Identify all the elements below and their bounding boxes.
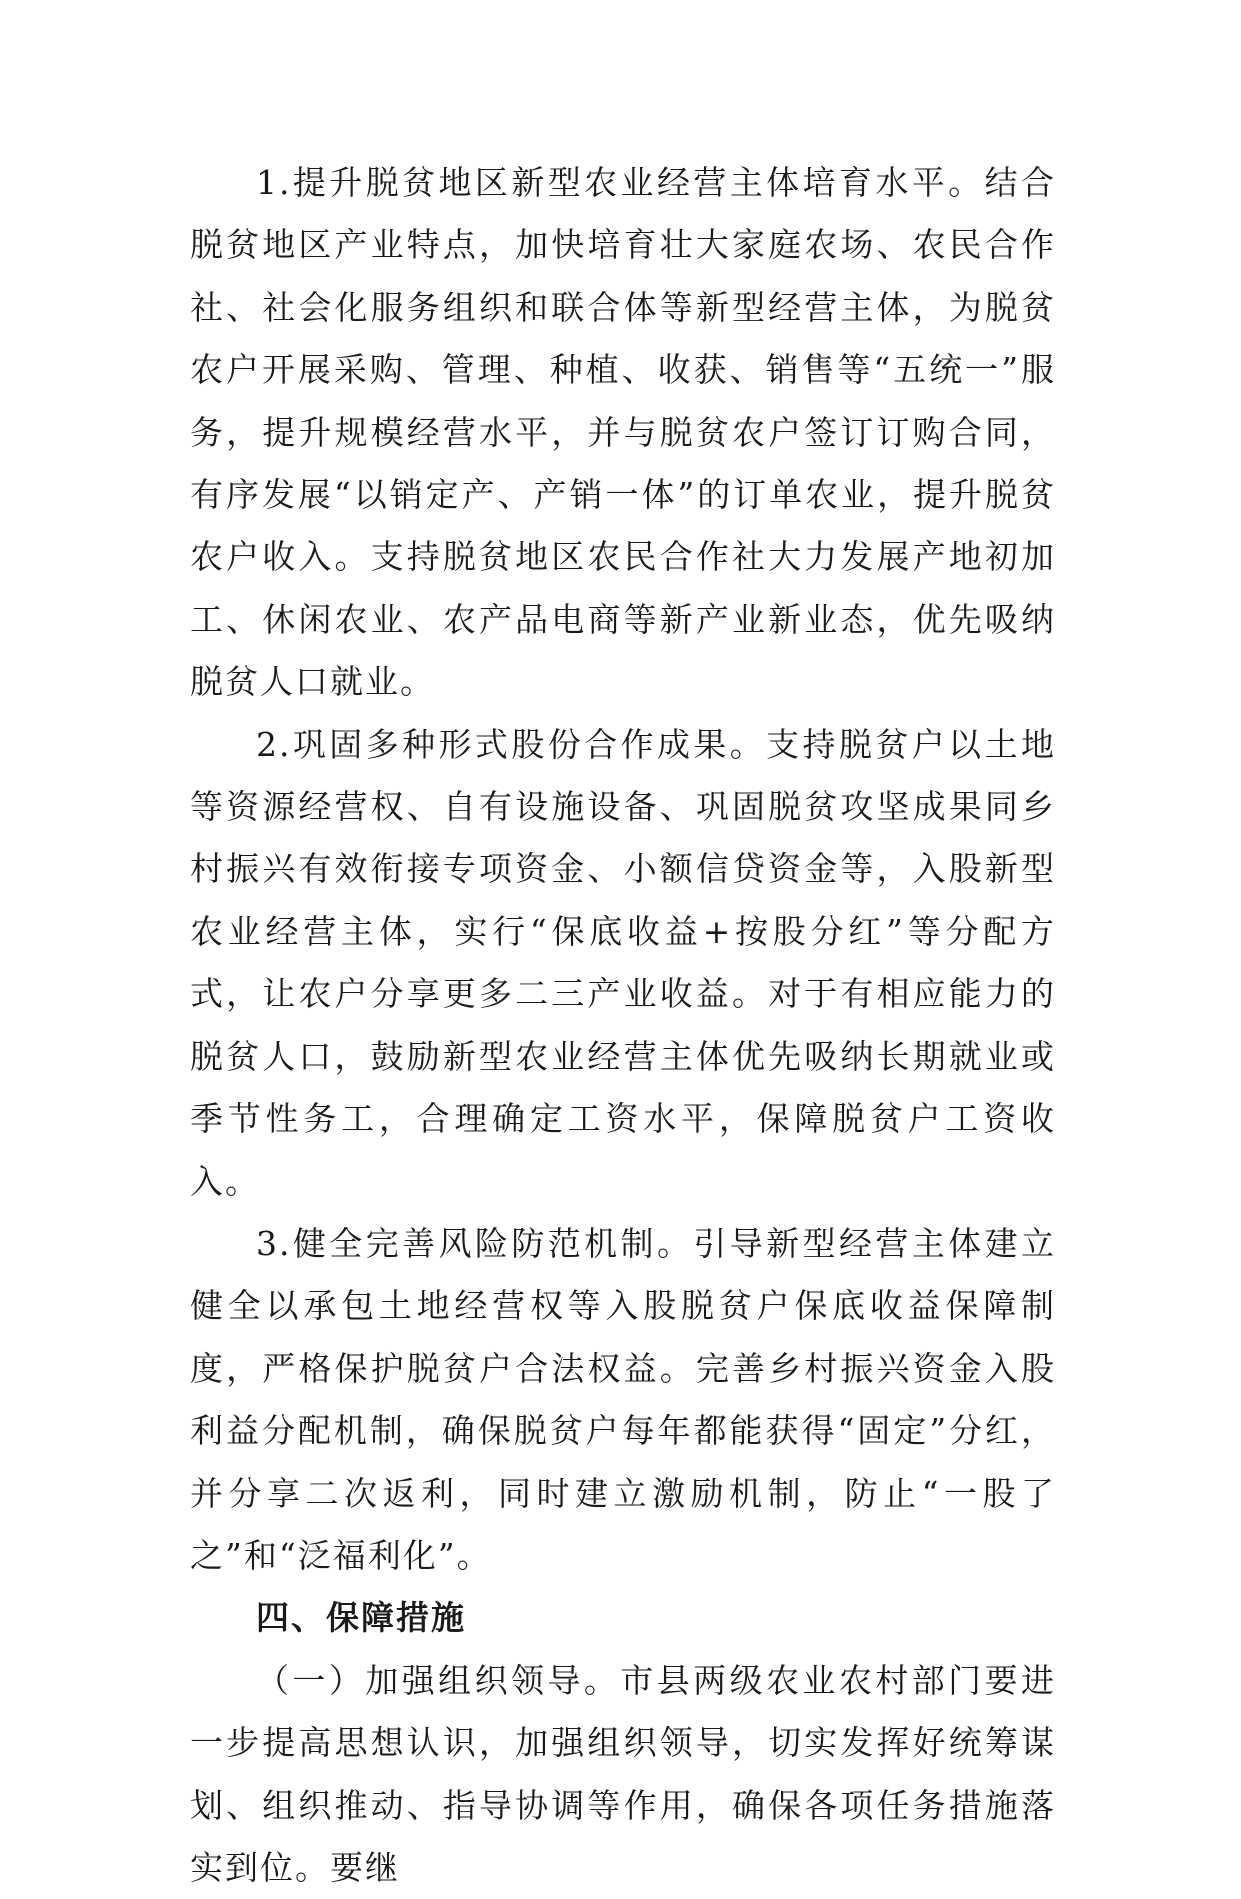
paragraph-3: 3.健全完善风险防范机制。引导新型经营主体建立健全以承包土地经营权等入股脱贫户保底收益保障制度，严格保护脱贫户合法权益。完善乡村振兴资金入股利益分配机制，确保脱贫户每年都能获得“固定”分红，并分享二次返利，同时建立激励机制，防止“一股了之”和“泛福利化”。	[190, 1223, 1056, 1575]
section-heading: 四、保障措施	[256, 1598, 466, 1638]
paragraph-2: 2.巩固多种形式股份合作成果。支持脱贫户以土地等资源经营权、自有设施设备、巩固脱贫攻坚成果同乡村振兴有效衔接专项资金、小额信贷资金等，入股新型农业经营主体，实行“保底收益+按股分红”等分配方式，让农户分享更多二三产业收益。对于有相应能力的脱贫人口，鼓励新型农业经营主体优先吸纳长期就业或季节性务工，合理确定工资水平，保障脱贫户工资收入。	[190, 724, 1056, 1201]
paragraph-1: 1.提升脱贫地区新型农业经营主体培育水平。结合脱贫地区产业特点，加快培育壮大家庭农场、农民合作社、社会化服务组织和联合体等新型经营主体，为脱贫农户开展采购、管理、种植、收获、销售等“五统一”服务，提升规模经营水平，并与脱贫农户签订订购合同，有序发展“以销定产、产销一体”的订单农业，提升脱贫农户收入。支持脱贫地区农民合作社大力发展产地初加工、休闲农业、农产品电商等新产业新业态，优先吸纳脱贫人口就业。	[190, 163, 1056, 702]
document-body	[190, 152, 1056, 1899]
section-paragraph: （一）加强组织领导。市县两级农业农村部门要进一步提高思想认识，加强组织领导，切实发挥好统筹谋划、组织推动、指导协调等作用，确保各项任务措施落实到位。要继	[190, 1660, 1056, 1887]
